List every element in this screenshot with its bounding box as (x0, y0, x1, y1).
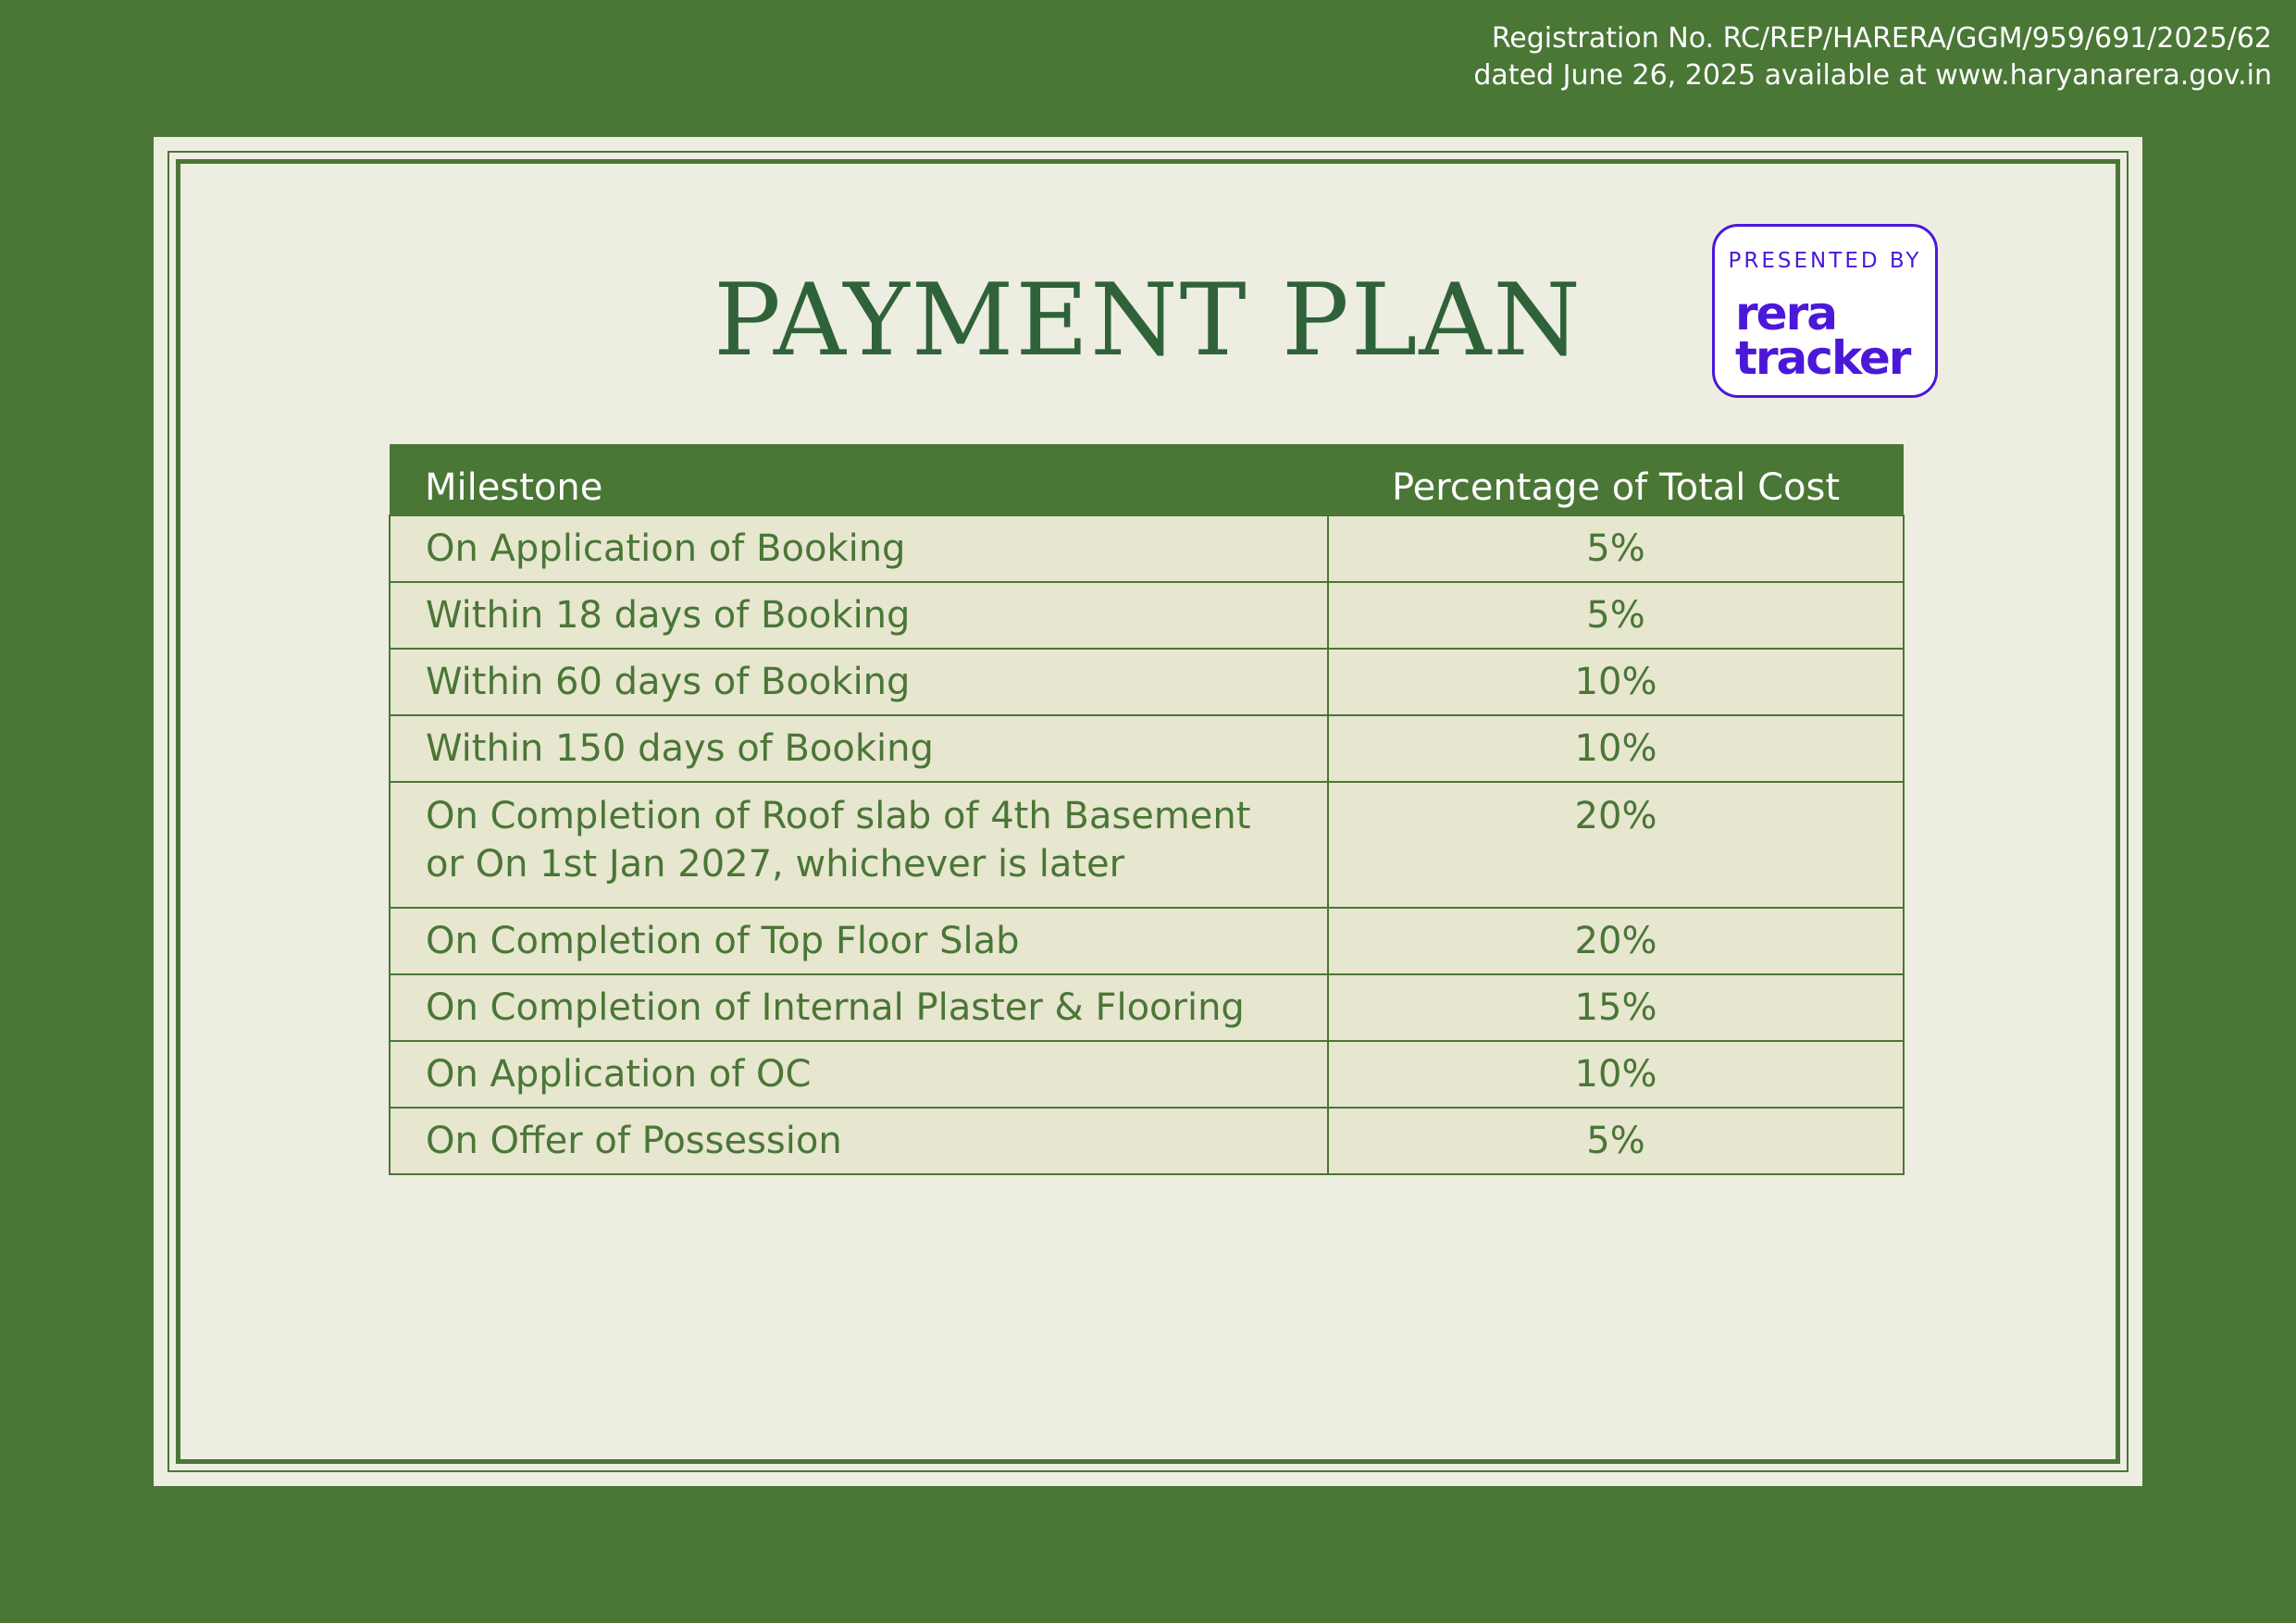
percentage-cell: 5% (1328, 582, 1904, 649)
percentage-cell: 5% (1328, 1108, 1904, 1174)
table-row (390, 582, 1904, 649)
registration-line-2: dated June 26, 2025 available at www.haryanarera.gov.in (1473, 59, 2272, 92)
table-row (390, 715, 1904, 782)
rera-tracker-logo (1735, 287, 1910, 385)
milestone-cell: On Application of Booking (390, 515, 1328, 582)
payment-plan-table (389, 444, 1905, 1175)
percentage-cell: 5% (1328, 515, 1904, 582)
page-title: PAYMENT PLAN (714, 263, 1582, 378)
percentage-cell: 10% (1328, 1041, 1904, 1108)
milestone-cell: On Completion of Top Floor Slab (390, 908, 1328, 974)
milestone-cell: Within 60 days of Booking (390, 649, 1328, 715)
table-row (390, 1108, 1904, 1174)
percentage-cell: 20% (1328, 908, 1904, 974)
milestone-cell: On Offer of Possession (390, 1108, 1328, 1174)
table-row (390, 1041, 1904, 1108)
presented-by-label: PRESENTED BY (1728, 249, 1922, 273)
percentage-cell: 10% (1328, 715, 1904, 782)
header-milestone: Milestone (390, 444, 1328, 515)
table-row (390, 515, 1904, 582)
presented-by-badge (1712, 224, 1938, 398)
table-row (390, 974, 1904, 1041)
registration-line-1: Registration No. RC/REP/HARERA/GGM/959/691/2025/62 (1491, 22, 2272, 55)
milestone-cell: On Application of OC (390, 1041, 1328, 1108)
table-header-row (390, 444, 1904, 515)
percentage-cell: 15% (1328, 974, 1904, 1041)
milestone-cell: Within 150 days of Booking (390, 715, 1328, 782)
logo-line-1: rera (1735, 287, 1836, 341)
header-percentage: Percentage of Total Cost (1328, 444, 1904, 515)
percentage-cell: 20% (1328, 782, 1904, 908)
registration-note (1473, 20, 2272, 94)
milestone-cell: On Completion of Internal Plaster & Flooring (390, 974, 1328, 1041)
table-row (390, 649, 1904, 715)
milestone-cell: Within 18 days of Booking (390, 582, 1328, 649)
milestone-cell (390, 782, 1328, 908)
payment-plan-panel (154, 137, 2142, 1486)
percentage-cell: 10% (1328, 649, 1904, 715)
milestone-line-2: or On 1st Jan 2027, whichever is later (426, 843, 1125, 886)
milestone-line-1: On Completion of Roof slab of 4th Basement (426, 795, 1251, 837)
table-row (390, 782, 1904, 908)
table-row (390, 908, 1904, 974)
logo-line-2: tracker (1735, 331, 1910, 385)
